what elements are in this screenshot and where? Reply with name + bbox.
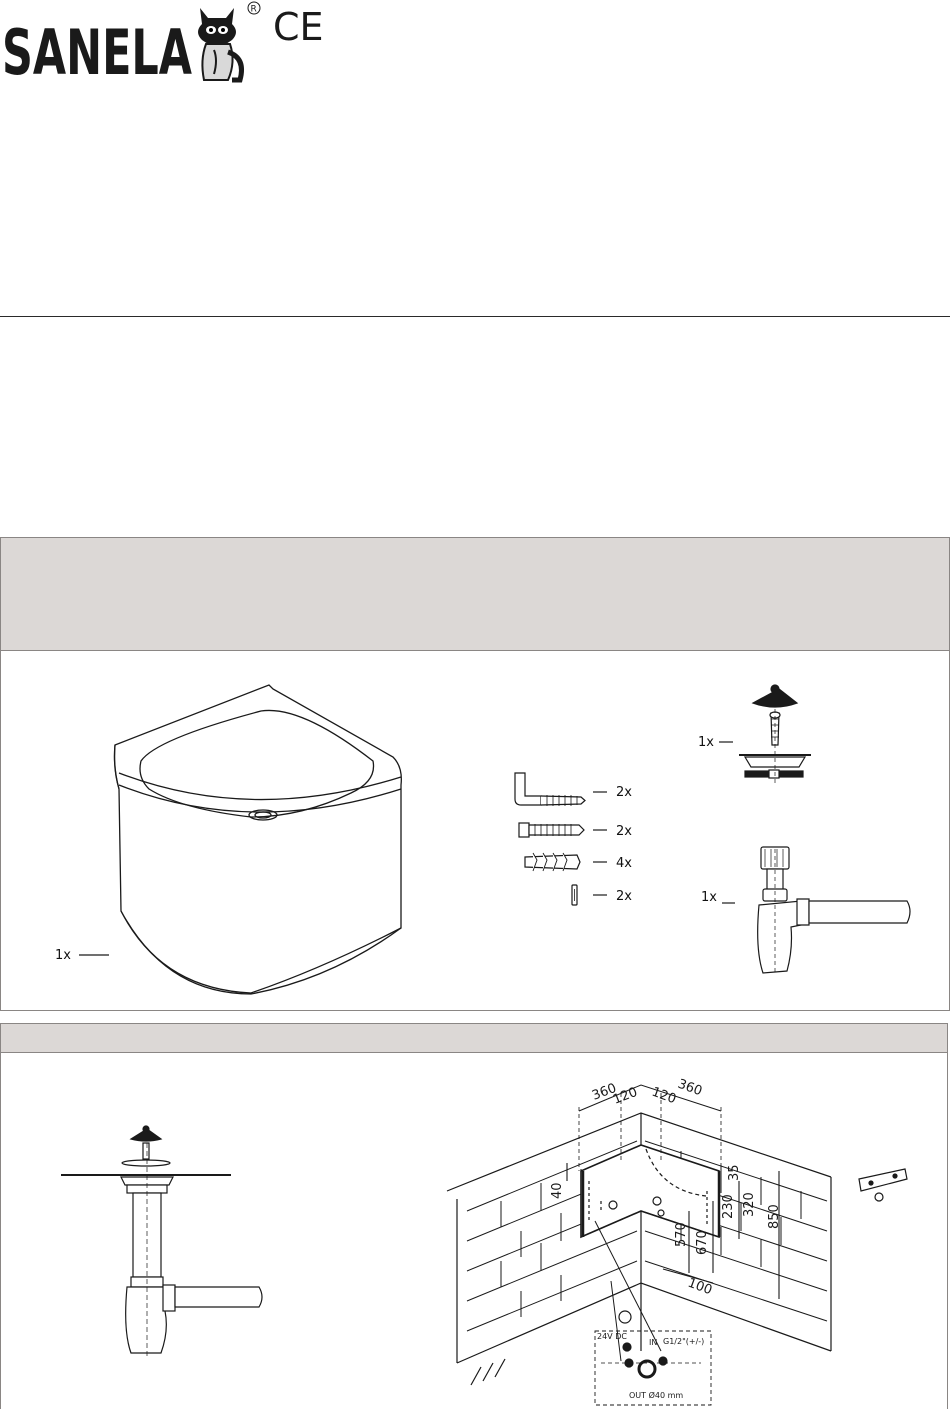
installation-panel xyxy=(0,1051,948,1409)
washbasin-qty: 1x xyxy=(55,948,71,963)
washer-qty: 2x xyxy=(616,889,632,904)
washer-icon xyxy=(572,885,577,905)
bolt-icon xyxy=(519,823,584,837)
parts-header-band xyxy=(0,537,950,651)
connection-labels xyxy=(597,1332,704,1400)
installation-header-band xyxy=(0,1023,948,1053)
svg-text:R: R xyxy=(250,4,257,15)
dim-360-left: 360 xyxy=(590,1080,619,1104)
drain-valve-icon xyxy=(739,685,811,784)
level-tool-icon xyxy=(859,1169,907,1201)
dim-320: 320 xyxy=(742,1192,757,1217)
section-divider xyxy=(0,316,950,317)
dim-100: 100 xyxy=(685,1275,715,1299)
anchor-qty: 4x xyxy=(616,856,632,871)
bolt-qty: 2x xyxy=(616,824,632,839)
drain-assembly-illustration xyxy=(61,1126,262,1357)
dim-850: 850 xyxy=(767,1204,782,1229)
l-hook-screw-icon xyxy=(515,773,585,806)
siphon-icon xyxy=(758,847,910,975)
brand-logo xyxy=(0,0,330,90)
l-hook-qty: 2x xyxy=(616,785,632,800)
dim-40: 40 xyxy=(550,1182,565,1199)
siphon-qty: 1x xyxy=(701,890,717,905)
dim-230: 230 xyxy=(721,1194,736,1219)
inlet-thread-label: G1/2"(+/-) xyxy=(663,1337,705,1346)
wall-installation-diagram xyxy=(447,1085,831,1405)
drain-valve-qty: 1x xyxy=(698,735,714,750)
registered-mark xyxy=(248,2,260,15)
dim-120-left: 120 xyxy=(611,1084,640,1108)
washbasin-illustration xyxy=(115,685,402,994)
brand-name: SANELA xyxy=(2,16,193,89)
inlet-label: IN xyxy=(649,1338,658,1347)
dim-35: 35 xyxy=(727,1164,742,1181)
power-label: 24V DC xyxy=(597,1332,627,1341)
dim-360-right: 360 xyxy=(675,1076,705,1100)
dim-670: 670 xyxy=(695,1230,710,1255)
raccoon-mascot-icon xyxy=(198,8,242,80)
ce-mark: CE xyxy=(273,5,324,49)
parts-panel xyxy=(0,649,950,1011)
dim-120-right: 120 xyxy=(649,1084,679,1108)
wall-anchor-icon xyxy=(525,853,580,871)
dim-570: 570 xyxy=(674,1222,689,1247)
outlet-label: OUT Ø40 mm xyxy=(629,1391,684,1400)
